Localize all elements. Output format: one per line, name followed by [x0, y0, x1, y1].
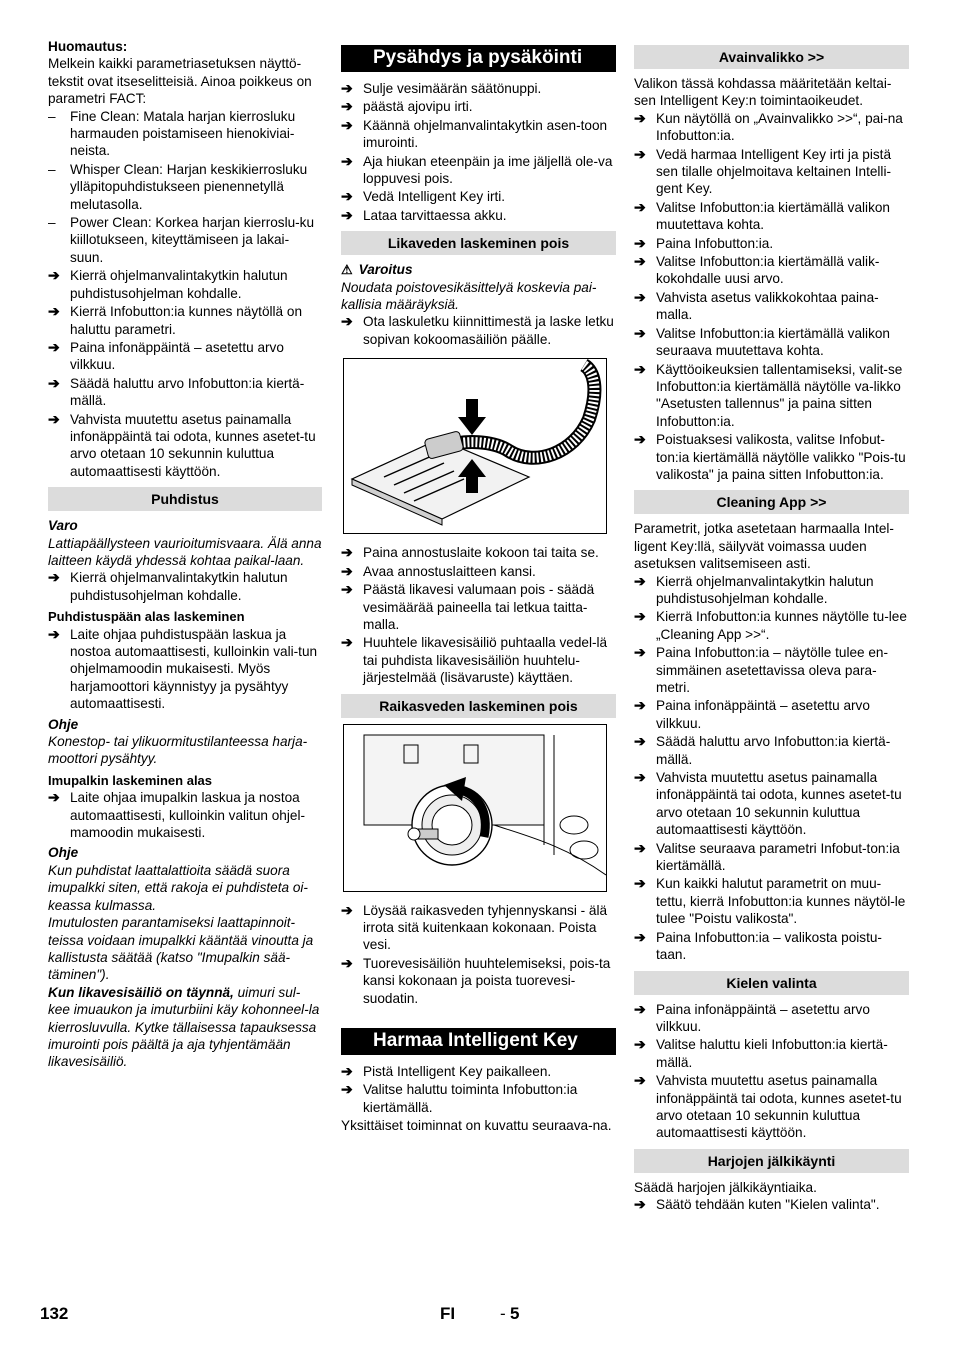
caution-text: Lattiapäällysteen vaurioitumisvaara. Älä anna laitteen käydä yhdessä kohtaa paikal-laan. [48, 535, 322, 568]
column-middle [341, 38, 616, 1135]
step-item: ➔ Tuorevesisäiliön huuhtelemiseksi, pois-ta kansi kokonaan ja poista tuorevesi-suodatin. [341, 954, 611, 1006]
step-item: ➔ Kierrä ohjelmanvalintakytkin halutun puhdistusohjelman kohdalle. [48, 267, 288, 301]
arrow-right-icon: ➔ [48, 789, 60, 806]
step-item: ➔ Laite ohjaa imupalkin laskua ja nostoa automaattisesti, kulloinkin valitun ohjel-mamoodin mukaisesti. [48, 789, 305, 841]
arrow-right-icon: ➔ [634, 360, 646, 377]
step-item: ➔ Paina Infobutton:ia – näytölle tulee en-simmäinen asetettavissa oleva para-metri. [634, 644, 889, 695]
subheading-squeegee: Imupalkin laskeminen alas [48, 772, 213, 788]
step-item: ➔ Laite ohjaa puhdistuspään laskua ja nostoa automaattisesti, kulloinkin vali-tun ohjelmamoodin mukaisesti. Myös harjamoottori käynnistyy ja pysähtyy automaattisesti. [48, 625, 318, 712]
warning-title: ⚠ Varoitus [341, 262, 413, 278]
step-item: ➔ Paina infonäppäintä – asetettu arvo vilkkuu. [634, 697, 870, 731]
step-item: ➔ Valitse haluttu toiminta Infobutton:ia kiertämällä. [341, 1081, 578, 1115]
arrow-right-icon: ➔ [634, 145, 646, 162]
step-item: ➔ Päästä likavesi valumaan pois - säädä vesimäärää paineella tai letkua taitta-malla. [341, 581, 595, 632]
arrow-right-icon: ➔ [341, 562, 353, 579]
step-item: ➔ Paina Infobutton:ia – valikosta poistu-taan. [634, 928, 882, 963]
body-text: Yksittäiset toiminnat on kuvattu seuraava-na. [341, 1118, 612, 1134]
note-text: Imutulosten parantamiseksi laattapinnoit-teissa voidaan imupalkki kääntää vinoutta ja kallistusta säätää (katso "Imupalkin sää-täminen"). [48, 915, 314, 983]
step-item: ➔ päästä ajovipu irti. [341, 98, 473, 115]
note-title: Huomautus: [48, 39, 128, 54]
list-item: – Fine Clean: Matala harjan kierrosluku harmauden poistamiseen hienokiviai-neista. [48, 108, 296, 159]
step-item: ➔ Valitse Infobutton:ia kiertämällä valik-kokohdalle uusi arvo. [634, 253, 880, 287]
arrow-right-icon: ➔ [341, 80, 353, 96]
section-heading-fresh-water: Raikasveden laskeminen pois [341, 694, 616, 718]
caution-title: Varo [48, 518, 78, 534]
arrow-right-icon: ➔ [634, 769, 646, 786]
arrow-right-icon: ➔ [634, 875, 646, 892]
section-page-number: 5 [510, 1304, 520, 1323]
section-heading-brush-runon: Harjojen jälkikäynti [634, 1149, 909, 1173]
step-list [341, 902, 616, 1007]
arrow-right-icon: ➔ [634, 697, 646, 714]
arrow-right-icon: ➔ [634, 288, 646, 305]
arrow-right-icon: ➔ [341, 188, 353, 205]
drain-hose-drawing [344, 359, 606, 533]
step-item: ➔ Löysää raikasveden tyhjennyskansi - älä irrota sitä kuitenkaan kokonaan. Poista vesi. [341, 901, 608, 953]
step-item: ➔ Kun kaikki halutut parametrit on muu-tettu, kierrä Infobutton:ia kunnes näytöl-le tulee "Poistu valikosta". [634, 875, 906, 927]
column-left [48, 38, 322, 1071]
arrow-right-icon: ➔ [634, 1000, 646, 1017]
step-item: ➔ Vahvista muutettu asetus painamalla infonäppäintä tai odota, kunnes asetet-tu arvo otetaan 10 sekunnin kuluttua automaattisesti käyttöön. [634, 1072, 902, 1141]
step-item: ➔ Ota laskuletku kiinnittimestä ja laske letku sopivan kokoomasäiliön päälle. [341, 313, 614, 347]
arrow-right-icon: ➔ [341, 206, 353, 223]
section-heading-key-menu: Avainvalikko >> [634, 45, 909, 69]
arrow-right-icon: ➔ [341, 544, 353, 561]
chapter-heading-stopping: Pysähdys ja pysäköinti [341, 45, 616, 72]
arrow-right-icon: ➔ [48, 303, 60, 320]
arrow-right-icon: ➔ [634, 608, 646, 625]
step-item: ➔ Säädä haluttu arvo Infobutton:ia kiertä-mällä. [634, 733, 891, 767]
arrow-right-icon: ➔ [341, 116, 353, 133]
step-item: ➔ Vedä harmaa Intelligent Key irti ja pistä sen tilalle ohjelmoitava keltainen Intelli-gent Key. [634, 145, 892, 197]
step-item: ➔ Vahvista muutettu asetus painamalla infonäppäintä tai odota, kunnes asetet-tu arvo otetaan 10 sekunnin kuluttua automaattisesti käyttöön. [48, 410, 316, 479]
arrow-right-icon: ➔ [634, 324, 646, 341]
step-item: ➔ Kun näytöllä on „Avainvalikko >>“, pai-na Infobutton:ia. [634, 109, 903, 144]
arrow-right-icon: ➔ [634, 253, 646, 270]
subheading-brush-head: Puhdistuspään alas laskeminen [48, 609, 245, 625]
step-item: ➔ Pistä Intelligent Key paikalleen. [341, 1062, 552, 1079]
step-item: ➔ Aja hiukan eteenpäin ja ime jäljellä ole-va loppuvesi pois. [341, 152, 613, 187]
arrow-right-icon: ➔ [634, 1196, 646, 1213]
list-item: – Whisper Clean: Harjan keskikierrosluku ylläpitopuhdistukseen pienennetyllä melutasolla. [48, 161, 308, 212]
page-number: 132 [40, 1304, 69, 1323]
note-text: Kun likavesisäiliö on täynnä, uimuri sul-kee imuaukon ja imuturbiini käy kohonneel-la kierrosluvulla. Kytke tällaisessa tapauksessa imurointi pois päältä ja aja tyhjentämään likavesisäiliö. [48, 984, 320, 1070]
body-text: Parametrit, jotka asetetaan harmaalla Intel-ligent Key:llä, säilyvät voimassa uuden asetuksen valitsemiseen asti. [634, 521, 894, 572]
section-heading-puhdistus: Puhdistus [48, 487, 322, 511]
arrow-right-icon: ➔ [341, 954, 353, 971]
note-text: Kun puhdistat laattalattioita säädä suora imupalkki siten, että rakoja ei puhdisteta oi-keassa kulmassa. [48, 862, 308, 913]
step-item: ➔ Paina annostuslaite kokoon tai taita se. [341, 544, 599, 561]
step-item: ➔ Käännä ohjelmanvalintakytkin asen-toon imurointi. [341, 116, 608, 151]
list-item: – Power Clean: Korkea harjan kierroslu-ku kiillotukseen, kiteyttämiseen ja lakai-suun. [48, 215, 315, 265]
step-list [341, 544, 616, 686]
step-item: ➔ Vedä Intelligent Key irti. [341, 188, 506, 205]
arrow-right-icon: ➔ [48, 569, 60, 586]
arrow-right-icon: ➔ [634, 109, 646, 126]
step-item: ➔ Kierrä ohjelmanvalintakytkin halutun puhdistusohjelman kohdalle. [634, 572, 874, 606]
step-item: ➔ Kierrä Infobutton:ia kunnes näytöllä on haluttu parametri. [48, 303, 303, 337]
body-text: Valikon tässä kohdassa määritetään keltai-sen Intelligent Key:n toimintaoikeudet. [634, 76, 892, 109]
step-item: ➔ Huuhtele likavesisäiliö puhtaalla vedel-lä tai puhdista likavesisäiliön huuhtelu-järjestelmää (lisävaruste) käyttäen. [341, 634, 608, 686]
arrow-right-icon: ➔ [48, 410, 60, 427]
step-item: ➔ Kierrä ohjelmanvalintakytkin halutun puhdistusohjelman kohdalle. [48, 569, 288, 603]
dash-list [48, 108, 322, 267]
arrow-right-icon: ➔ [341, 901, 353, 918]
arrow-right-icon: ➔ [634, 928, 646, 945]
footer-separator: - [500, 1304, 506, 1323]
note-title: Ohje [48, 845, 79, 861]
step-item: ➔ Vahvista muutettu asetus painamalla infonäppäintä tai odota, kunnes asetet-tu arvo otetaan 10 sekunnin kuluttua automaattisesti käyttöön. [634, 769, 902, 838]
arrow-right-icon: ➔ [341, 313, 353, 330]
step-item: ➔ Käyttöoikeuksien tallentamiseksi, valit-se Infobutton:ia kiertämällä näytölle va-likko "Asetusten tallennus" ja paina sitten Infobutton:ia. [634, 360, 903, 429]
chapter-heading-grey-key: Harmaa Intelligent Key [341, 1028, 616, 1055]
warning-text: Noudata poistovesikäsittelyä koskevia pai-kallisia määräyksiä. [341, 279, 597, 313]
step-item: ➔ Valitse Infobutton:ia kiertämällä valikon seuraava muutettava kohta. [634, 324, 890, 359]
arrow-right-icon: ➔ [634, 234, 646, 251]
step-list [341, 80, 616, 224]
arrow-right-icon: ➔ [48, 267, 60, 284]
arrow-right-icon: ➔ [634, 431, 646, 448]
step-item: ➔ Valitse haluttu kieli Infobutton:ia kiertä-mällä. [634, 1036, 888, 1070]
step-item: ➔ Valitse seuraava parametri Infobut-ton:ia kiertämällä. [634, 839, 900, 874]
section-heading-dirty-water: Likaveden laskeminen pois [341, 231, 616, 255]
step-item: ➔ Valitse Infobutton:ia kiertämällä valikon muutettava kohta. [634, 198, 890, 233]
step-list [634, 110, 909, 484]
arrow-right-icon: ➔ [341, 1081, 353, 1098]
fresh-water-cap-illustration [343, 724, 607, 892]
arrow-right-icon: ➔ [341, 634, 353, 651]
arrow-right-icon: ➔ [48, 338, 60, 355]
note-title: Ohje [48, 716, 79, 732]
arrow-right-icon: ➔ [341, 1062, 353, 1079]
arrow-right-icon: ➔ [341, 581, 353, 598]
note-text: Melkein kaikki parametriasetuksen näyttö-tekstit ovat itseselitteisiä. Ainoa poikkeus on parametri FACT: [48, 56, 312, 107]
language-code: FI [440, 1304, 456, 1323]
step-list [634, 573, 909, 964]
step-list [48, 267, 322, 480]
arrow-right-icon: ➔ [341, 152, 353, 169]
drain-hose-illustration [343, 358, 607, 534]
section-heading-cleaning-app: Cleaning App >> [634, 490, 909, 514]
step-item: ➔ Paina infonäppäintä – asetettu arvo vilkkuu. [634, 1000, 870, 1034]
step-item: ➔ Vahvista asetus valikkokohtaa paina-malla. [634, 288, 879, 323]
step-item: ➔ Avaa annostuslaitteen kansi. [341, 562, 536, 579]
arrow-right-icon: ➔ [634, 1036, 646, 1053]
arrow-right-icon: ➔ [634, 198, 646, 215]
arrow-right-icon: ➔ [634, 1072, 646, 1089]
column-right [634, 38, 909, 1215]
step-item: ➔ Säätö tehdään kuten "Kielen valinta". [634, 1196, 880, 1213]
step-list [634, 1001, 909, 1142]
arrow-right-icon: ➔ [634, 644, 646, 661]
step-item: ➔ Säädä haluttu arvo Infobutton:ia kiertä-mällä. [48, 374, 305, 409]
step-item: ➔ Kierrä Infobutton:ia kunnes näytölle tu-lee „Cleaning App >>“. [634, 608, 907, 642]
arrow-right-icon: ➔ [48, 374, 60, 391]
arrow-right-icon: ➔ [634, 733, 646, 750]
step-item: ➔ Lataa tarvittaessa akku. [341, 206, 507, 223]
warning-triangle-icon: ⚠ [341, 262, 353, 278]
arrow-right-icon: ➔ [341, 98, 353, 115]
arrow-right-icon: ➔ [634, 839, 646, 856]
fresh-water-cap-drawing [344, 725, 606, 891]
step-item: ➔ Poistuaksesi valikosta, valitse Infobut-ton:ia kiertämällä näytölle valikko "Pois-tu valikosta" ja paina sitten Infobutton:ia. [634, 431, 906, 482]
arrow-right-icon: ➔ [634, 572, 646, 589]
arrow-right-icon: ➔ [48, 625, 60, 642]
body-text: Säädä harjojen jälkikäyntiaika. [634, 1179, 817, 1195]
step-item: ➔ Paina infonäppäintä – asetettu arvo vilkkuu. [48, 338, 284, 373]
step-item: ➔ Paina Infobutton:ia. [634, 234, 774, 251]
step-item: ➔ Sulje vesimäärän säätönuppi. [341, 80, 542, 96]
note-text: Konestop- tai ylikuormitustilanteessa harja-moottori pysähtyy. [48, 734, 308, 767]
step-list [341, 1063, 616, 1116]
section-heading-language: Kielen valinta [634, 971, 909, 995]
